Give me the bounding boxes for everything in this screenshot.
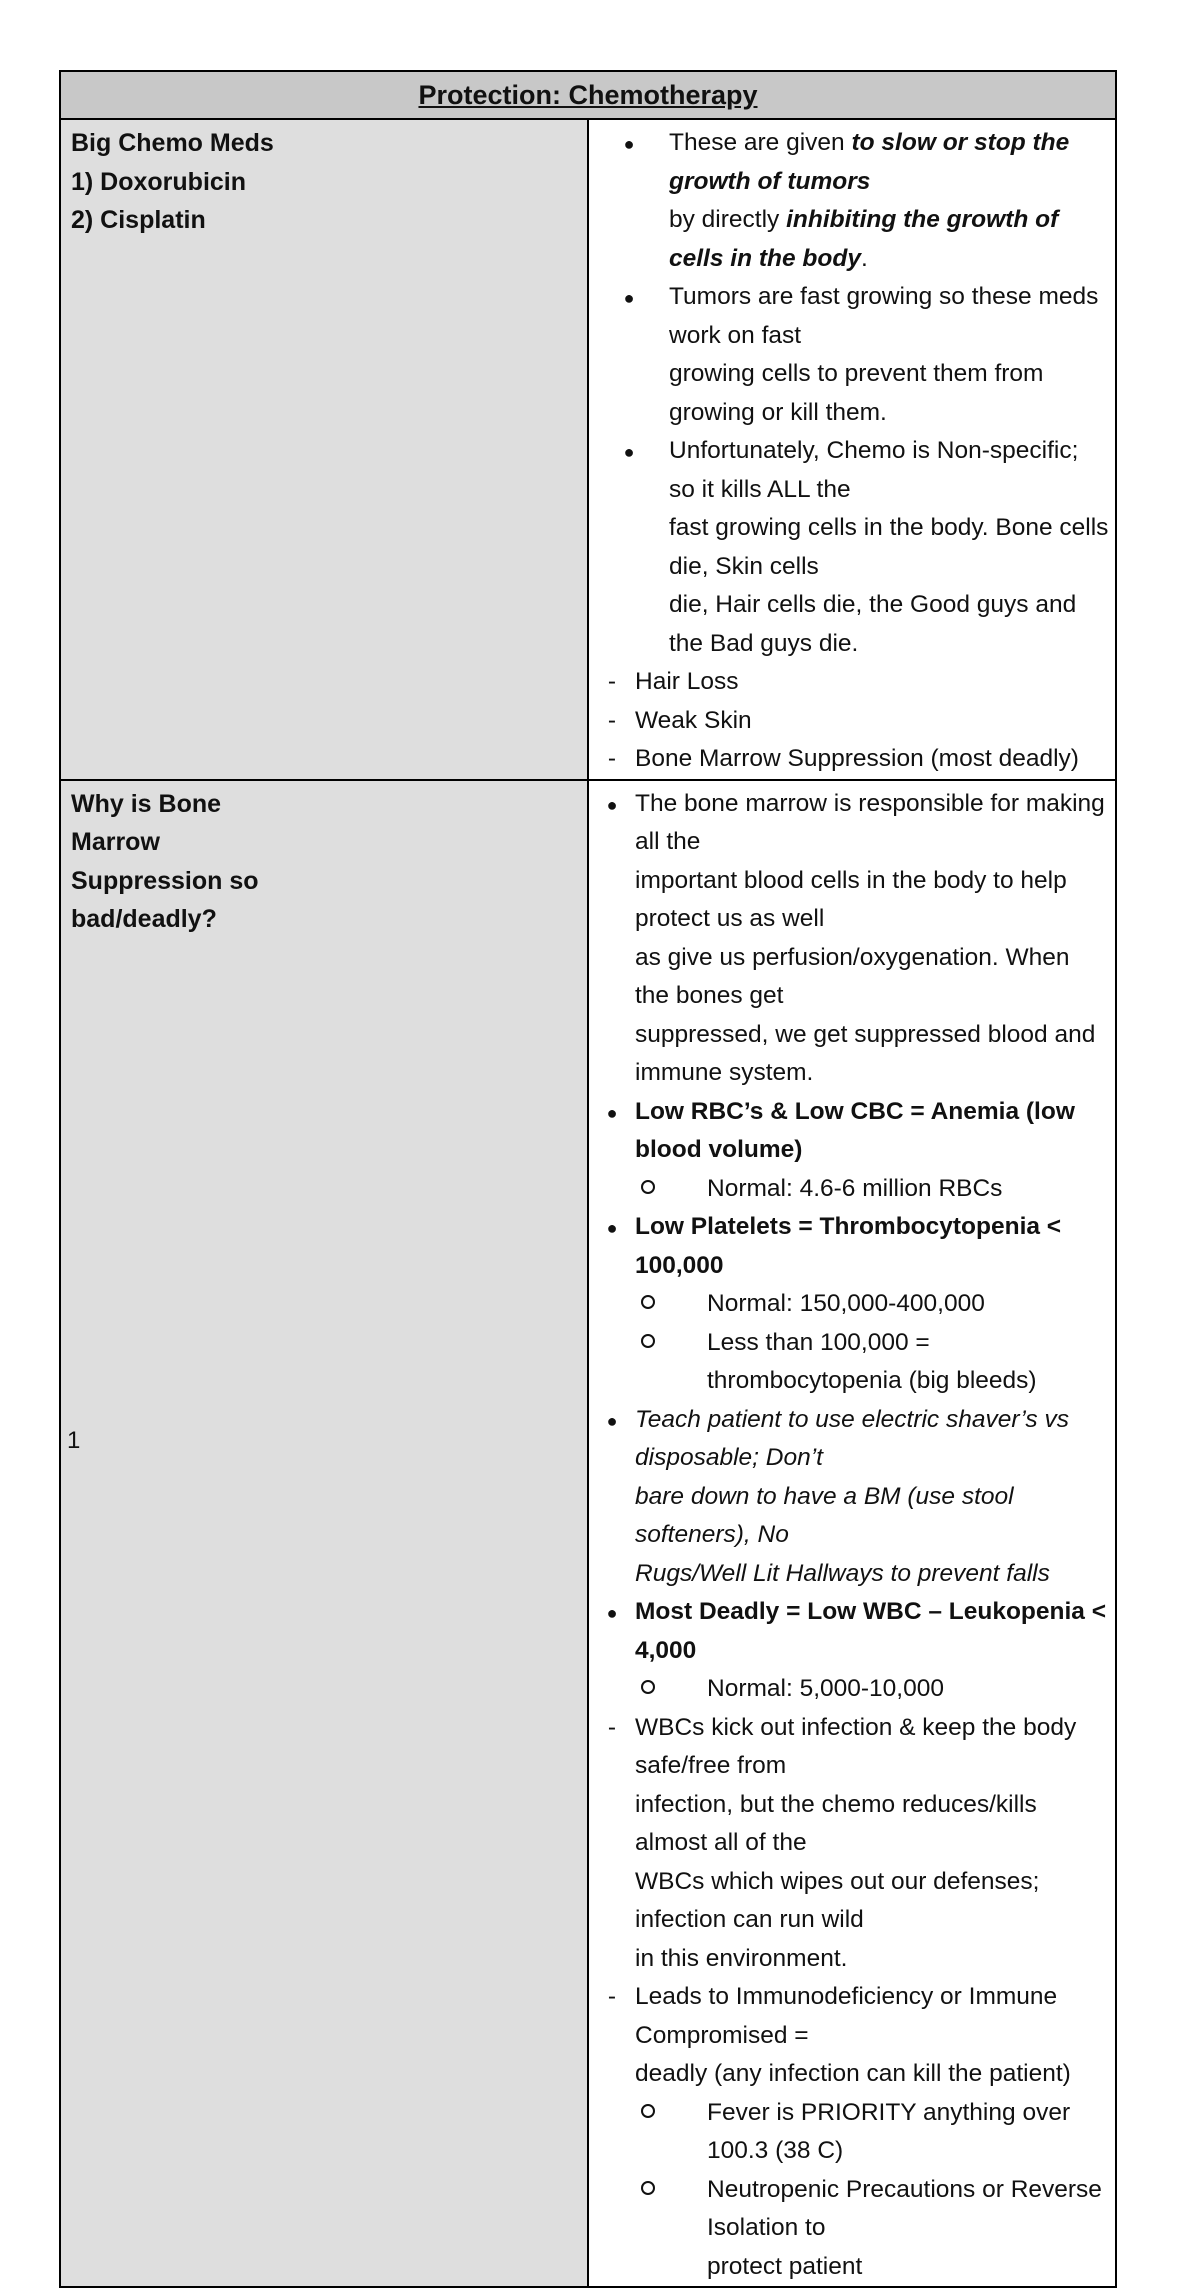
bullet-icon: ● (623, 288, 635, 308)
dash-item-continuation: deadly (any infection can kill the patient) (635, 2060, 1071, 2087)
circle-bullet-icon (589, 2094, 707, 2171)
dash-item: - WBCs kick out infection & keep the body safe/free from (589, 1709, 1109, 1786)
list-item: ● The bone marrow is responsible for making all the (589, 785, 1109, 862)
list-item: ● Low RBC’s & Low CBC = Anemia (low blood volume) (589, 1093, 1109, 1170)
sub-item: Normal: 150,000-400,000 (589, 1285, 1109, 1324)
sub-item: Normal: 4.6-6 million RBCs (589, 1170, 1109, 1209)
bullet-icon: ● (606, 1102, 618, 1123)
row-content-meds (588, 119, 1116, 780)
table-title: Protection: Chemotherapy (60, 71, 1116, 119)
circle-bullet-icon (589, 1170, 707, 1209)
list-item: ● Low Platelets = Thrombocytopenia < 100,000 (589, 1208, 1109, 1285)
dash-item-continuation: infection, but the chemo reduces/kills almost all of the (635, 1790, 1037, 1856)
circle-bullet-icon (589, 1285, 707, 1324)
list-item-continuation: suppressed, we get suppressed blood and immune system. (635, 1020, 1096, 1086)
dash-icon: - (607, 1983, 617, 2010)
dash-item-continuation: WBCs which wipes out our defenses; infection can run wild (635, 1867, 1040, 1933)
dash-item: - Weak Skin (589, 702, 1109, 741)
dash-icon: - (607, 1713, 617, 1741)
dash-icon: - (607, 706, 617, 734)
list-item-continuation: as give us perfusion/oxygenation. When the bones get (635, 943, 1070, 1009)
chemotherapy-table (59, 70, 1117, 2288)
heading-line: Big Chemo Meds (71, 129, 274, 157)
heading-line: Suppression so (71, 866, 259, 895)
heading-line: Marrow (71, 828, 160, 856)
sub-item: Less than 100,000 = thrombocytopenia (big bleeds) (589, 1324, 1109, 1401)
list-item-continuation: by directly inhibiting the growth of cells in the body. (669, 206, 1059, 272)
sub-item: Normal: 5,000-10,000 (589, 1670, 1109, 1709)
bullet-icon: ● (623, 134, 635, 154)
heading-line: bad/deadly? (71, 905, 217, 933)
sub-item: Fever is PRIORITY anything over 100.3 (38 C) (589, 2094, 1109, 2171)
bullet-icon: ● (606, 1218, 618, 1238)
list-item-continuation: fast growing cells in the body. Bone cells die, Skin cells (669, 514, 1109, 580)
bullet-icon: ● (623, 442, 635, 462)
list-item-continuation: growing cells to prevent them from growing or kill them. (669, 360, 1044, 426)
list-item-continuation: important blood cells in the body to help protect us as well (635, 866, 1067, 932)
row-heading-meds (60, 119, 588, 780)
heading-line: Why is Bone (71, 789, 222, 818)
sub-item: Neutropenic Precautions or Reverse Isolation to (589, 2171, 1109, 2248)
row-content-bone-marrow (588, 780, 1116, 2288)
list-item: ● Unfortunately, Chemo is Non-specific; so it kills ALL the (589, 432, 1109, 509)
list-item-continuation: die, Hair cells die, the Good guys and the Bad guys die. (669, 591, 1077, 657)
circle-bullet-icon (589, 1670, 707, 1709)
emphasis-text: to slow or stop the growth of tumors (669, 129, 1070, 195)
dash-item: - Bone Marrow Suppression (most deadly) (589, 740, 1109, 779)
heading-line: 1) Doxorubicin (71, 167, 247, 196)
heading-line: 2) Cisplatin (71, 206, 206, 234)
circle-bullet-icon (589, 1324, 707, 1401)
circle-bullet-icon (589, 2171, 707, 2248)
dash-icon: - (607, 745, 617, 772)
emphasis-text: inhibiting the growth of cells in the body (669, 206, 1059, 272)
list-item: ● Tumors are fast growing so these meds work on fast (589, 278, 1109, 355)
list-item: ● Most Deadly = Low WBC – Leukopenia < 4,000 (589, 1593, 1109, 1670)
bullet-icon: ● (606, 1603, 618, 1623)
dash-icon: - (607, 668, 617, 695)
list-item: ● These are given to slow or stop the growth of tumors (589, 124, 1109, 201)
dash-item-continuation: in this environment. (635, 1944, 848, 1972)
bullet-icon: ● (606, 1410, 618, 1431)
row-heading-bone-marrow (60, 780, 588, 2288)
bullet-icon: ● (606, 794, 618, 815)
list-item-continuation: Rugs/Well Lit Hallways to prevent falls (635, 1559, 1050, 1587)
dash-item: - Leads to Immunodeficiency or Immune Compromised = (589, 1978, 1109, 2055)
sub-item-continuation: protect patient (707, 2252, 863, 2280)
list-item-continuation: bare down to have a BM (use stool softeners), No (635, 1482, 1014, 1548)
page-number: 1 (67, 1427, 81, 1454)
dash-item: - Hair Loss (589, 663, 1109, 702)
list-item: ● Teach patient to use electric shaver’s vs disposable; Don’t (589, 1401, 1109, 1478)
